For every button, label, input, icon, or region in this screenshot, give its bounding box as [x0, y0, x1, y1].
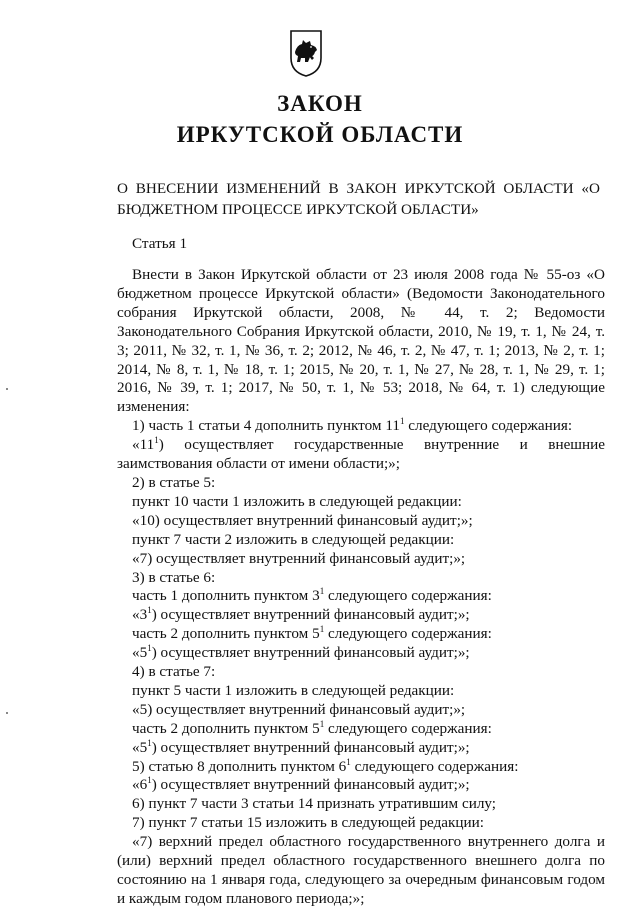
- amendment-line: [117, 776, 605, 795]
- law-title: ЗАКОН: [277, 91, 363, 116]
- amendment-text: 4) в статье 7:: [132, 663, 216, 681]
- amendment-line: [117, 550, 605, 569]
- amendment-text: следующего содержания:: [404, 417, 573, 435]
- amendment-text: следующего содержания:: [324, 719, 492, 737]
- superscript-index: 1: [346, 756, 351, 767]
- amendment-line: [117, 493, 605, 512]
- amendment-text: ) осуществляет внутренний финансовый аудит;»;: [151, 644, 470, 662]
- superscript-index: 1: [319, 718, 325, 729]
- amendment-line: [117, 663, 605, 682]
- scan-mark: [6, 388, 8, 390]
- amendment-text: часть 2 дополнить пунктом 5: [132, 719, 320, 737]
- amendment-text: «6: [132, 776, 148, 794]
- amendment-text: пункт 10 части 1 изложить в следующей редакции:: [132, 492, 462, 510]
- amendment-text: следующего содержания:: [324, 625, 492, 643]
- amendment-line: [117, 417, 605, 436]
- amendment-text: «5) осуществляет внутренний финансовый аудит;»;: [132, 700, 466, 718]
- amendment-text: «7) верхний предел областного государственного внутреннего долга и (или) верхний предел областного государственного внешнего долга по состоянию на 1 января года, следующего за очередным финансовым годом и каждым годом планового периода;»;: [117, 833, 605, 907]
- article-body: [117, 266, 605, 909]
- amendment-text: ) осуществляет внутренний финансовый аудит;»;: [151, 738, 470, 756]
- amendment-text: ) осуществляет внутренний финансовый аудит;»;: [151, 606, 470, 624]
- scan-mark: [6, 712, 8, 714]
- superscript-index: 1: [147, 737, 152, 748]
- coat-of-arms-icon: [288, 28, 324, 78]
- amendment-text: 6) пункт 7 части 3 статьи 14 признать утратившим силу;: [132, 795, 497, 813]
- amendment-line: [117, 833, 605, 909]
- amendment-line: [117, 531, 605, 550]
- amendment-text: ) осуществляет внутренний финансовый аудит;»;: [151, 776, 470, 794]
- amendment-line: [117, 644, 605, 663]
- amendment-line: [117, 606, 605, 625]
- amendment-text: 7) пункт 7 статьи 15 изложить в следующей редакции:: [132, 814, 485, 832]
- amendment-text: «3: [132, 606, 148, 624]
- superscript-index: 1: [319, 624, 325, 635]
- amendment-text: «7) осуществляет внутренний финансовый аудит;»;: [132, 549, 466, 567]
- superscript-index: 1: [399, 416, 405, 427]
- amendment-text: пункт 7 части 2 изложить в следующей редакции:: [132, 530, 455, 548]
- amendment-line: [117, 587, 605, 606]
- amendment-text: 1) часть 1 статьи 4 дополнить пунктом 11: [132, 417, 400, 435]
- intro-paragraph: Внести в Закон Иркутской области от 23 июля 2008 года № 55-оз «О бюджетном процессе Иркутской области» (Ведомости Законодательного собрания Иркутской области, 2008, № 44, т. 2; Ведомости Законодательного Собрания Иркутской области, 2010, № 19, т. 1, № 24, т. 3; 2011, № 32, т. 1, № 36, т. 2; 2012, № 46, т. 2, № 47, т. 1; 2013, № 2, т. 1; 2014, № 8, т. 1, № 18, т. 1; 2015, № 20, т. 1, № 27, № 28, т. 1, № 29, т. 1; 2016, № 39, т. 1; 2017, № 50, т. 1, № 53; 2018, № 64, т. 1) следующие изменения:: [117, 266, 605, 416]
- amendment-text: «11: [132, 436, 155, 454]
- amendment-line: [117, 720, 605, 739]
- amendment-line: [117, 569, 605, 588]
- superscript-index: 1: [319, 586, 325, 597]
- amendment-line: [117, 625, 605, 644]
- amendment-line: [117, 512, 605, 531]
- article-heading: Статья 1: [132, 235, 188, 252]
- amendment-text: 2) в статье 5:: [132, 473, 216, 491]
- amendment-line: [117, 682, 605, 701]
- amendment-line: [117, 701, 605, 720]
- amendment-text: часть 2 дополнить пунктом 5: [132, 625, 320, 643]
- amendment-line: [117, 739, 605, 758]
- superscript-index: 1: [147, 775, 152, 786]
- amendment-text: часть 1 дополнить пунктом 3: [132, 587, 320, 605]
- amendment-text: ) осуществляет государственные внутренние и внешние заимствования области от имени области;»;: [117, 436, 605, 473]
- amendment-text: 3) в статье 6:: [132, 568, 216, 586]
- amendment-text: «5: [132, 644, 148, 662]
- amendment-line: [117, 758, 605, 777]
- amendment-line: [117, 436, 605, 474]
- amendment-text: следующего содержания:: [350, 757, 519, 775]
- amendment-line: [117, 795, 605, 814]
- law-region: ИРКУТСКОЙ ОБЛАСТИ: [176, 122, 464, 147]
- amendment-line: [117, 474, 605, 493]
- amendment-list: [117, 417, 605, 909]
- superscript-index: 1: [154, 435, 159, 446]
- amendment-text: «5: [132, 738, 148, 756]
- amendment-text: пункт 5 части 1 изложить в следующей редакции:: [132, 681, 455, 699]
- superscript-index: 1: [147, 605, 152, 616]
- amendment-text: следующего содержания:: [324, 587, 492, 605]
- amendment-line: [117, 814, 605, 833]
- superscript-index: 1: [147, 643, 152, 654]
- amendment-text: «10) осуществляет внутренний финансовый аудит;»;: [132, 511, 473, 529]
- law-subject: О ВНЕСЕНИИ ИЗМЕНЕНИЙ В ЗАКОН ИРКУТСКОЙ ОБЛАСТИ «О БЮДЖЕТНОМ ПРОЦЕССЕ ИРКУТСКОЙ ОБЛАСТИ»: [117, 180, 600, 218]
- amendment-text: 5) статью 8 дополнить пунктом 6: [132, 757, 347, 775]
